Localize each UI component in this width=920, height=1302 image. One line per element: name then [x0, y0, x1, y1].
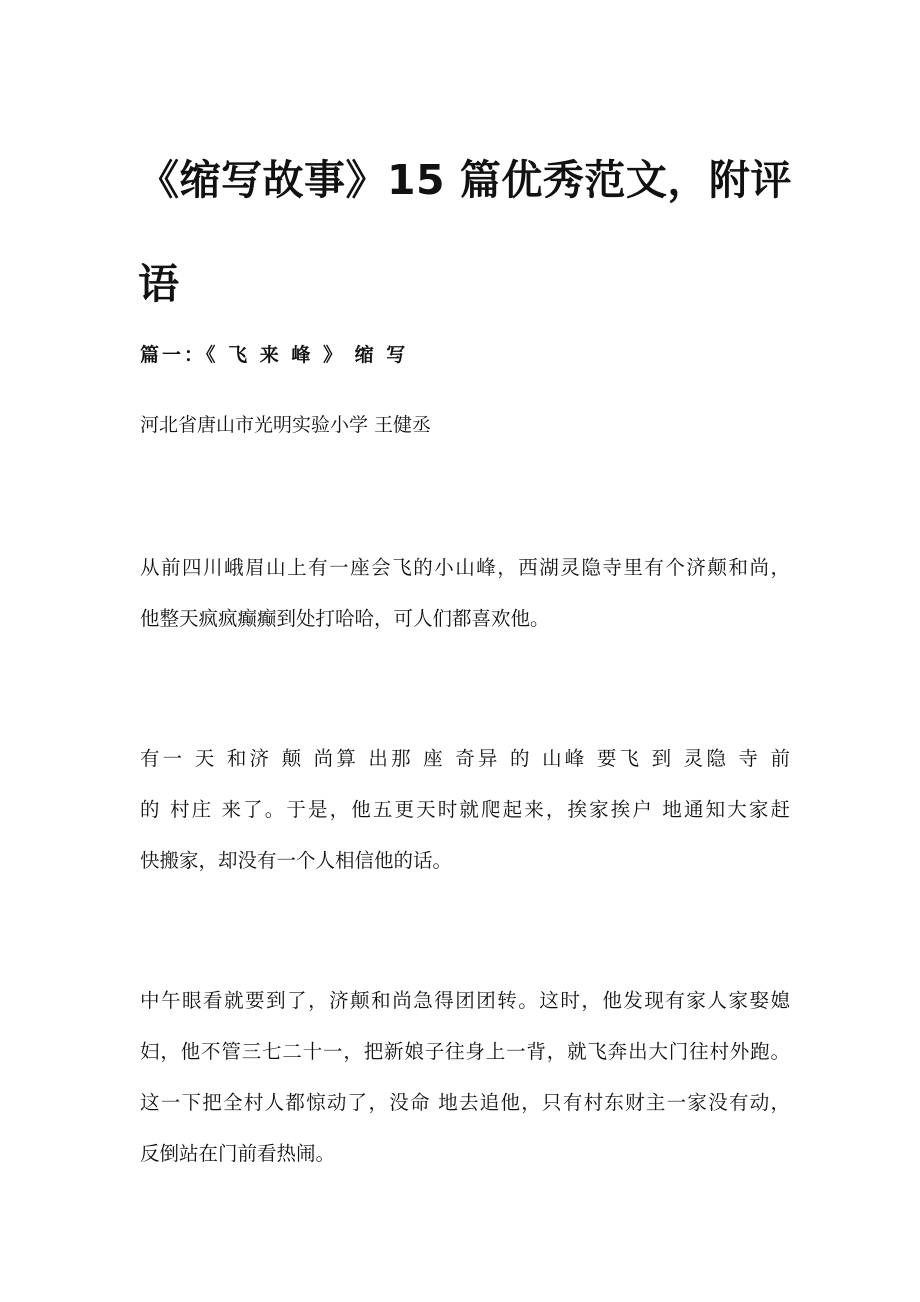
- paragraph-line: 他整天疯疯癫癫到处打哈哈，可人们都喜欢他。: [140, 607, 550, 630]
- paragraph-line: 从前四川峨眉山上有一座会飞的小山峰，西湖灵隐寺里有个济颠和尚，: [140, 556, 790, 579]
- paragraph-line: 快搬家，却没有一个人相信他的话。: [140, 849, 453, 872]
- author-line: 河北省唐山市光明实验小学 王健丞: [140, 414, 432, 436]
- document-title: 《缩写故事》15 篇优秀范文，附评语: [138, 156, 792, 308]
- paragraph-3: [140, 975, 790, 1179]
- paragraph-line: 有一 天 和济 颠 尚算 出那 座 奇异 的 山峰 要飞 到 灵隐 寺 前: [140, 747, 790, 770]
- paragraph-line: 妇，他不管三七二十一，把新娘子往身上一背，就飞奔出大门往村外跑。: [140, 1040, 790, 1063]
- paragraph-2: [140, 733, 790, 886]
- paragraph-1: [140, 542, 790, 644]
- paragraph-line: 的 村庄 来了。于是，他五更天时就爬起来，挨家挨户 地通知大家赶: [140, 798, 790, 821]
- paragraph-line: 中午眼看就要到了，济颠和尚急得团团转。这时，他发现有家人家娶媳: [140, 989, 790, 1012]
- section-heading: 篇一：《 飞 来 峰 》 缩 写: [140, 344, 409, 366]
- paragraph-line: 反倒站在门前看热闹。: [140, 1142, 336, 1165]
- paragraph-line: 这一下把全村人都惊动了，没命 地去追他，只有村东财主一家没有动，: [140, 1091, 790, 1114]
